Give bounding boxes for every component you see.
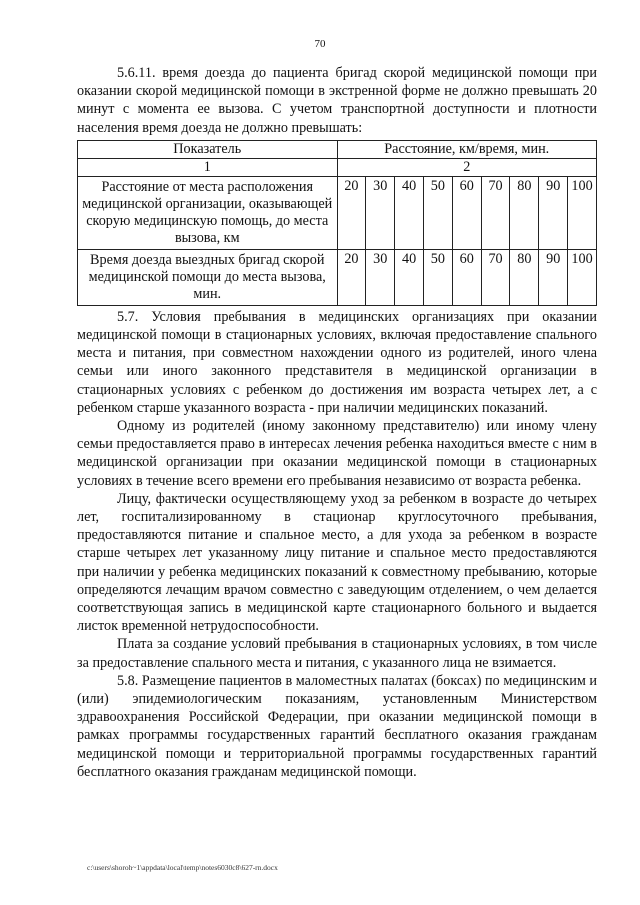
table-header-row: [78, 140, 597, 158]
table-row-label: Время доезда выездных бригад скорой медицинской помощи до места вызова, мин.: [78, 249, 338, 305]
table-row-label: Расстояние от места расположения медицинской организации, оказывающей скорую медицинскую помощь, до места вызова, км: [78, 176, 338, 249]
footer-file-path: c:\users\shoroh~1\appdata\local\temp\notes6030c8\627-rn.docx: [87, 863, 278, 872]
paragraph-5-8: 5.8. Размещение пациентов в маломестных палатах (боксах) по медицинским и (или) эпидемиологическим показаниям, установленным Министерством здравоохранения Российской Федерации, при оказании медицинской помощи в рамках программы государственных гарантий бесплатного оказания гражданам медицинской помощи и территориальной программы государственных гарантий бесплатного оказания гражданам медицинской помощи.: [77, 672, 597, 780]
table-cell: 100: [568, 176, 597, 249]
table-cell: 70: [481, 176, 510, 249]
paragraph-parent-right: Одному из родителей (иному законному представителю) или иному члену семьи предоставляется право в интересах лечения ребенка находиться вместе с ним в медицинской организации при оказании медицинской помощи в стационарных условиях в течение всего времени его пребывания независимо от возраста ребенка.: [77, 418, 597, 489]
table-cell: 90: [539, 176, 568, 249]
document-body: [77, 64, 597, 781]
paragraph-fee: Плата за создание условий пребывания в стационарных условиях, в том числе за предоставление спального места и питания, с указанного лица не взимается.: [77, 636, 597, 671]
table-cell: 80: [510, 249, 539, 305]
table-cell: 40: [395, 249, 424, 305]
table-cell: 70: [481, 249, 510, 305]
table-cell: 80: [510, 176, 539, 249]
table-cell: 60: [452, 176, 481, 249]
paragraph-caregiver: Лицу, фактически осуществляющему уход за ребенком в возрасте до четырех лет, госпитализированному в стационар круглосуточного пребывания, предоставляются питание и спальное место, а для ухода за ребенком в возрасте старше четырех лет указанному лицу питание и спальное место предоставляются при наличии у ребенка медицинских показаний к совместному пребыванию, которые определяются лечащим врачом совместно с заведующим отделением, о чем делается соответствующая запись в медицинской карте стационарного больного и выдается листок временной нетрудоспособности.: [77, 490, 597, 635]
table-row: [78, 249, 597, 305]
table-col-number-1: 1: [78, 158, 338, 176]
table-header-indicator: Показатель: [78, 140, 338, 158]
page-number: 70: [314, 38, 326, 50]
table-number-row: [78, 158, 597, 176]
travel-time-table: [77, 140, 597, 306]
table-cell: 20: [337, 176, 366, 249]
table-row: [78, 176, 597, 249]
paragraph-5-7: 5.7. Условия пребывания в медицинских организациях при оказании медицинской помощи в стационарных условиях, включая предоставление спального места и питания, при совместном нахождении одного из родителей, иного члена семьи или иного законного представителя в медицинской организации в стационарных условиях с ребенком до достижения им возраста четырех лет, а с ребенком старше указанного возраста - при наличии медицинских показаний.: [77, 308, 597, 416]
table-cell: 100: [568, 249, 597, 305]
table-cell: 30: [366, 176, 395, 249]
paragraph-5-6-11: 5.6.11. время доезда до пациента бригад скорой медицинской помощи при оказании скорой медицинской помощи в экстренной форме не должно превышать 20 минут с момента ее вызова. С учетом транспортной доступности и плотности населения время доезда не должно превышать:: [77, 65, 597, 136]
table-cell: 60: [452, 249, 481, 305]
table-col-number-2: 2: [337, 158, 597, 176]
table-cell: 30: [366, 249, 395, 305]
table-cell: 20: [337, 249, 366, 305]
table-cell: 40: [395, 176, 424, 249]
table-cell: 50: [423, 249, 452, 305]
table-cell: 90: [539, 249, 568, 305]
table-header-distance: Расстояние, км/время, мин.: [337, 140, 597, 158]
table-cell: 50: [423, 176, 452, 249]
